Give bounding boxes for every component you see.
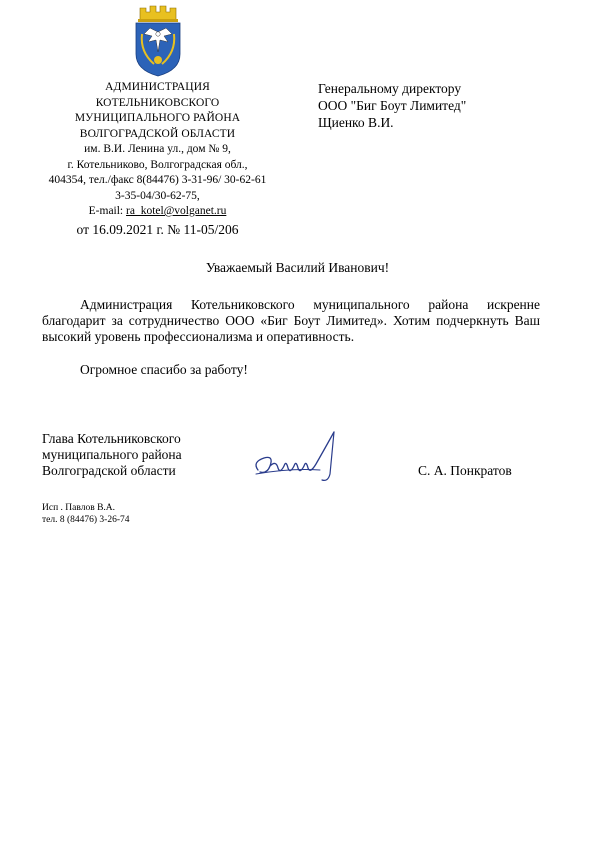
email-label: E-mail: xyxy=(88,205,127,217)
signer-title-line: Волгоградской области xyxy=(42,463,176,478)
letter-body xyxy=(42,297,540,345)
letter-paragraph: Администрация Котельниковского муниципального района искренне благодарит за сотрудничество ООО «Биг Боут Лимитед». Хотим подчеркнуть Ваш высокий уровень профессионализма и оперативность. xyxy=(42,297,540,344)
executor-name: Исп . Павлов В.А. xyxy=(42,503,116,513)
address-line: им. В.И. Ленина ул., дом № 9, xyxy=(84,143,231,155)
sender-block xyxy=(30,80,285,238)
address-line: 3-35-04/30-62-75, xyxy=(115,189,200,202)
handwritten-signature xyxy=(250,422,350,484)
signer-title-line: Глава Котельниковского xyxy=(42,431,181,446)
executor-block xyxy=(42,502,130,526)
email-line xyxy=(30,204,285,220)
org-name-line: АДМИНИСТРАЦИЯ xyxy=(105,81,210,93)
coat-of-arms-icon xyxy=(130,4,186,78)
org-name-line: МУНИЦИПАЛЬНОГО РАЙОНА xyxy=(74,112,241,124)
letter-thanks: Огромное спасибо за работу! xyxy=(80,362,248,377)
org-name-line: ВОЛГОГРАДСКОЙ ОБЛАСТИ xyxy=(79,127,236,140)
recipient-position: Генеральному директору xyxy=(318,81,462,96)
address-line: 404354, тел./факс 8(84476) 3-31-96/ 30-62-61 xyxy=(48,174,267,186)
address-line: г. Котельниково, Волгоградская обл., xyxy=(67,158,248,171)
recipient-company: ООО "Биг Боут Лимитед" xyxy=(318,98,467,113)
recipient-name: Щиенко В.И. xyxy=(318,115,394,130)
reference-number: от 16.09.2021 г. № 11-05/206 xyxy=(76,221,239,237)
recipient-block xyxy=(318,80,568,131)
signer-name: С. А. Понкратов xyxy=(418,463,512,478)
signer-title xyxy=(42,431,242,479)
letter-greeting: Уважаемый Василий Иванович! xyxy=(205,260,390,275)
executor-phone: тел. 8 (84476) 3-26-74 xyxy=(42,515,130,525)
signer-title-line: муниципального района xyxy=(42,447,182,462)
email-link[interactable]: ra_kotel@volganet.ru xyxy=(126,205,227,217)
org-name-line: КОТЕЛЬНИКОВСКОГО xyxy=(95,96,220,109)
